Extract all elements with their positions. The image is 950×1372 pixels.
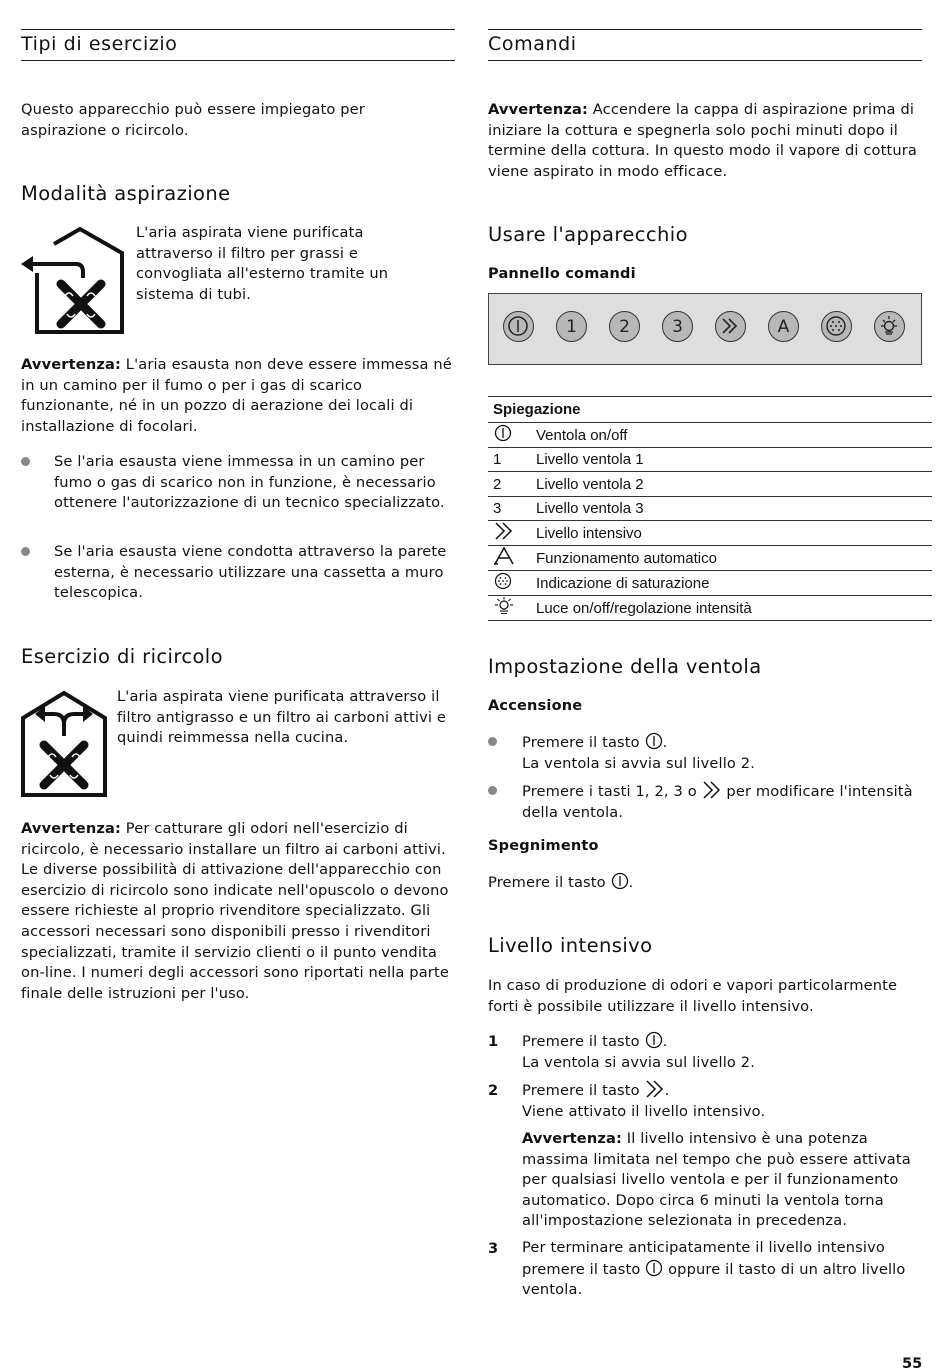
step-text: Premere il tasto — [522, 1033, 640, 1050]
step-number: 1 — [488, 1033, 499, 1050]
table-row — [488, 596, 932, 621]
table-cell-desc: Ventola on/off — [536, 423, 932, 448]
table-cell-key: 1 — [488, 448, 536, 472]
bullet-text: Se l'aria esausta viene condotta attraverso la parete esterna, è necessario utilizzare una cassetta a muro telescopica. — [54, 543, 447, 602]
recirculation-house-icon — [21, 690, 107, 798]
table-cell-desc: Livello ventola 2 — [536, 472, 932, 496]
legend-table — [488, 396, 932, 621]
intensivo-intro: In caso di produzione di odori e vapori particolarmente forti è possibile utilizzare il livello intensivo. — [488, 977, 898, 1015]
table-row — [488, 448, 932, 472]
heading-aspirazione: Modalità aspirazione — [21, 182, 231, 205]
ricircolo-warning — [21, 819, 459, 1004]
auto-icon — [493, 546, 515, 566]
light-icon — [493, 596, 515, 616]
power-icon — [645, 732, 663, 750]
light-icon — [875, 312, 903, 340]
table-cell-desc: Livello intensivo — [536, 521, 932, 546]
heading-intensivo: Livello intensivo — [488, 934, 653, 957]
table-row — [488, 472, 932, 496]
table-row — [488, 546, 932, 571]
control-panel — [488, 293, 922, 365]
bullet-marker — [488, 786, 497, 795]
saturation-button[interactable] — [821, 311, 852, 342]
step-result: oppure il tasto di un altro livello ventola. — [522, 1260, 906, 1299]
intensive-icon — [645, 1080, 665, 1098]
aspirazione-warning — [21, 355, 459, 437]
power-icon — [493, 423, 513, 443]
section-header — [21, 29, 455, 61]
step-number: 2 — [488, 1082, 499, 1099]
heading-ventola: Impostazione della ventola — [488, 655, 762, 678]
light-button[interactable] — [874, 311, 905, 342]
warning-text: Il livello intensivo è una potenza massima limitata nel tempo che può essere attivata per qualsiasi livello ventola e per il funzionamento automatico. Dopo circa 6 minuti la ventola torna all'impostazione selezionata in precedenza. — [522, 1130, 911, 1230]
table-row — [488, 496, 932, 520]
bullet-text: Premere il tasto . La ventola si avvia sul livello 2. — [522, 734, 755, 772]
button-label: A — [777, 316, 790, 337]
table-row — [488, 423, 932, 448]
section-title: Comandi — [488, 33, 577, 55]
warning-text: Per catturare gli odori nell'esercizio di ricircolo, è necessario installare un filtro ai carboni attivi. Le diverse possibilità di attivazione dell'apparecchio con esercizio di ricircolo sono indicate nell'opuscolo o devono essere richieste al proprio rivenditore specializzato. Gli accessori necessari sono disponibili presso i rivenditori specializzati, tramite il servizio clienti o il punto vendita on-line. I numeri degli accessori sono riportati nella parte finale delle istruzioni per l'uso. — [21, 820, 449, 1002]
warning-label: Avvertenza: — [488, 101, 588, 118]
section-title: Tipi di esercizio — [21, 33, 178, 55]
step-number: 3 — [488, 1240, 499, 1257]
table-cell-symbol — [488, 546, 536, 571]
fan-level-1-button[interactable] — [556, 311, 587, 342]
step-text: Per terminare anticipatamente il livello intensivo premere il tasto — [522, 1239, 885, 1278]
step-text: Premere il tasto — [522, 1082, 640, 1099]
power-icon — [645, 1031, 663, 1049]
table-cell-symbol — [488, 596, 536, 621]
intensive-button[interactable] — [715, 311, 746, 342]
intensive-icon — [493, 521, 515, 541]
step-text-block — [522, 1238, 927, 1301]
intro-text: Questo apparecchio può essere impiegato per aspirazione o ricircolo. — [21, 101, 365, 139]
fan-level-2-button[interactable] — [609, 311, 640, 342]
page-number: 55 — [902, 1356, 923, 1372]
bullet-text — [522, 781, 927, 823]
step-text-block: Premere il tasto . La ventola si avvia sul livello 2. — [522, 1033, 755, 1071]
bullet-marker — [21, 547, 30, 556]
table-cell-symbol — [488, 521, 536, 546]
intensive-icon — [702, 781, 722, 799]
bullet-text: Se l'aria esausta viene immessa in un camino per fumo o gas di scarico non in funzione, è necessario ottenere l'autorizzazione di un tecnico specializzato. — [54, 453, 445, 512]
table-row — [488, 521, 932, 546]
fan-level-3-button[interactable] — [662, 311, 693, 342]
heading-pannello: Pannello comandi — [488, 266, 636, 282]
warning-label: Avvertenza: — [522, 1130, 622, 1147]
auto-button[interactable] — [768, 311, 799, 342]
step-result: Viene attivato il livello intensivo. — [522, 1102, 766, 1120]
step-text: Premere i tasti 1, 2, 3 o — [522, 783, 697, 800]
step-result: La ventola si avvia sul livello 2. — [522, 1053, 755, 1071]
table-cell-key: 3 — [488, 496, 536, 520]
table-cell-symbol — [488, 571, 536, 596]
ricircolo-text: L'aria aspirata viene purificata attraverso il filtro antigrasso e un filtro ai carboni attivi e quindi reimmessa nella cucina. — [117, 688, 446, 747]
power-icon — [504, 312, 532, 340]
bullet-marker — [488, 737, 497, 746]
power-icon — [611, 872, 629, 890]
table-cell-key: 2 — [488, 472, 536, 496]
table-cell-desc: Livello ventola 1 — [536, 448, 932, 472]
step-text: Premere il tasto — [488, 874, 606, 891]
table-cell-desc: Indicazione di saturazione — [536, 571, 932, 596]
power-icon — [645, 1259, 663, 1277]
warning-text: Accendere la cappa di aspirazione prima di iniziare la cottura e spegnerla solo pochi minuti dopo il termine della cottura. In questo modo il vapore di cottura viene aspirato in modo efficace. — [488, 101, 917, 180]
comandi-warning — [488, 100, 922, 182]
intensivo-note — [522, 1129, 922, 1232]
exhaust-house-icon — [21, 226, 127, 334]
button-label: 1 — [566, 316, 577, 337]
aspirazione-text: L'aria aspirata viene purificata attraverso il filtro per grassi e convogliata all'esterno tramite un sistema di tubi. — [136, 224, 389, 303]
table-header: Spiegazione — [488, 397, 932, 423]
step-text: Premere il tasto — [522, 734, 640, 751]
table-header-row — [488, 397, 932, 423]
heading-ricircolo: Esercizio di ricircolo — [21, 645, 223, 668]
step-result: per modificare l'intensità della ventola. — [522, 783, 913, 821]
warning-text: L'aria esausta non deve essere immessa né in un camino per il fumo o per i gas di scarico funzionante, né in un pozzo di aerazione dei locali di installazione di focolari. — [21, 356, 452, 435]
spegnimento-text: Premere il tasto . — [488, 874, 634, 891]
button-label: 2 — [619, 316, 630, 337]
step-result: La ventola si avvia sul livello 2. — [522, 754, 755, 772]
heading-spegnimento: Spegnimento — [488, 838, 599, 854]
table-cell-desc: Luce on/off/regolazione intensità — [536, 596, 932, 621]
warning-label: Avvertenza: — [21, 356, 121, 373]
table-row — [488, 571, 932, 596]
heading-usare: Usare l'apparecchio — [488, 223, 688, 246]
table-cell-desc: Livello ventola 3 — [536, 496, 932, 520]
button-label: 3 — [672, 316, 683, 337]
bullet-marker — [21, 457, 30, 466]
saturation-icon — [822, 312, 850, 340]
intensive-icon — [716, 312, 744, 340]
saturation-icon — [493, 571, 513, 591]
table-cell-symbol — [488, 423, 536, 448]
section-header — [488, 29, 922, 61]
table-cell-desc: Funzionamento automatico — [536, 546, 932, 571]
heading-accensione: Accensione — [488, 698, 583, 714]
warning-label: Avvertenza: — [21, 820, 121, 837]
power-button[interactable] — [503, 311, 534, 342]
step-text-block: Premere il tasto . Viene attivato il livello intensivo. — [522, 1082, 766, 1120]
